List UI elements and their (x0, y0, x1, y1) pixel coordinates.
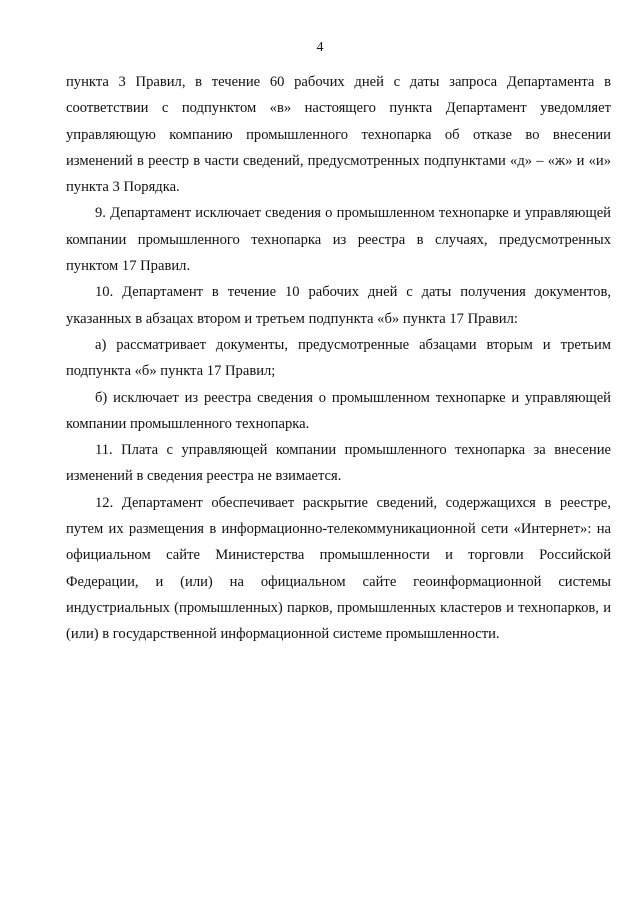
paragraph-subitem-a: а) рассматривает документы, предусмотренные абзацами вторым и третьим подпункта «б» пункта 17 Правил; (66, 336, 611, 380)
page-number: 4 (316, 40, 324, 55)
paragraph-subitem-b: б) исключает из реестра сведения о промышленном технопарке и управляющей компании промышленного технопарка. (66, 389, 611, 432)
document-body (66, 69, 611, 648)
paragraph-item-10: 10. Департамент в течение 10 рабочих дней с даты получения документов, указанных в абзацах втором и третьем подпункта «б» пункта 17 Правил: (66, 284, 611, 327)
paragraph-item-11: 11. Плата с управляющей компании промышленного технопарка за внесение изменений в сведения реестра не взимается. (66, 442, 611, 485)
paragraph-item-9: 9. Департамент исключает сведения о промышленном технопарке и управляющей компании промышленного технопарка из реестра в случаях, предусмотренных пунктом 17 Правил. (66, 205, 611, 275)
paragraph-item-12: 12. Департамент обеспечивает раскрытие сведений, содержащихся в реестре, путем их размещения в информационно-телекоммуникационной сети «Интернет»: на официальном сайте Министерства промышленности и торговли Российской Федерации, и (или) на официальном сайте геоинформационной системы индустриальных (промышленных) парков, промышленных кластеров и технопарков, и (или) в государственной информационной системе промышленности. (66, 494, 611, 643)
paragraph-continuation: пункта 3 Правил, в течение 60 рабочих дней с даты запроса Департамента в соответствии с подпунктом «в» настоящего пункта Департамент уведомляет управляющую компанию промышленного технопарка об отказе во внесении изменений в реестр в части сведений, предусмотренных подпунктами «д» – «ж» и «и» пункта 3 Порядка. (66, 74, 611, 196)
